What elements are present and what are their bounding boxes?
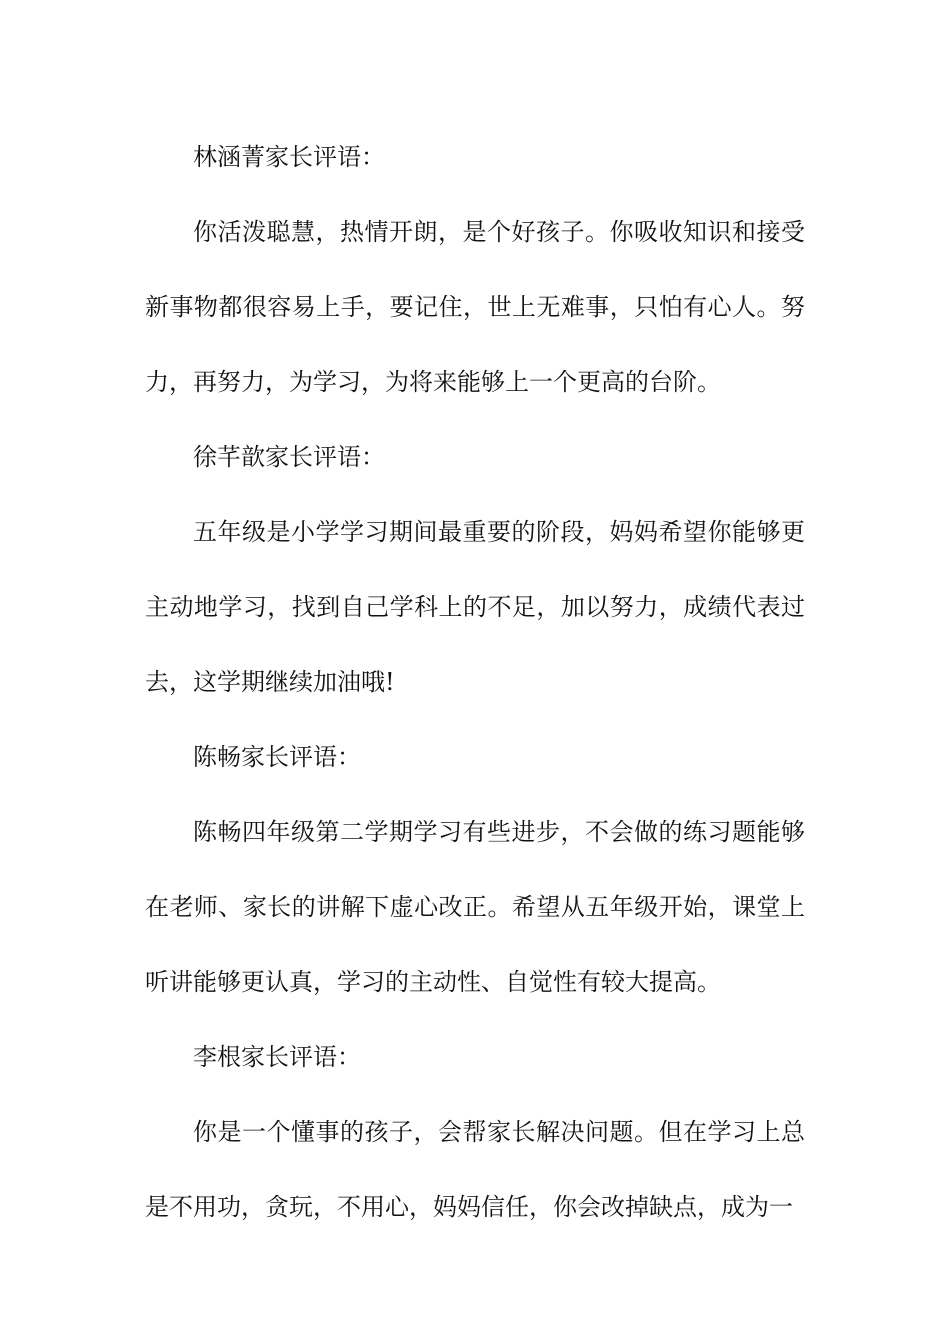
heading-lin-hanjing: 林涵菁家长评语： <box>193 143 385 171</box>
comment-xu-qianxin: 五年级是小学学习期间最重要的阶段，妈妈希望你能够更主动地学习，找到自己学科上的不足，加以努力，成绩代表过去，这学期继续加油哦! <box>145 518 805 696</box>
comment-lin-hanjing: 你活泼聪慧，热情开朗，是个好孩子。你吸收知识和接受新事物都很容易上手，要记住，世上无难事，只怕有心人。努力，再努力，为学习，为将来能够上一个更高的台阶。 <box>145 218 805 396</box>
heading-li-gen: 李根家长评语： <box>193 1043 361 1071</box>
heading-xu-qianxin: 徐芊歆家长评语： <box>193 443 385 471</box>
heading-chen-chang: 陈畅家长评语： <box>193 743 361 771</box>
comment-li-gen: 你是一个懂事的孩子，会帮家长解决问题。但在学习上总是不用功，贪玩，不用心，妈妈信任，你会改掉缺点，成为一 <box>145 1118 805 1221</box>
comment-chen-chang: 陈畅四年级第二学期学习有些进步，不会做的练习题能够在老师、家长的讲解下虚心改正。希望从五年级开始，课堂上听讲能够更认真，学习的主动性、自觉性有较大提高。 <box>145 818 805 996</box>
document-body <box>145 120 805 1245</box>
